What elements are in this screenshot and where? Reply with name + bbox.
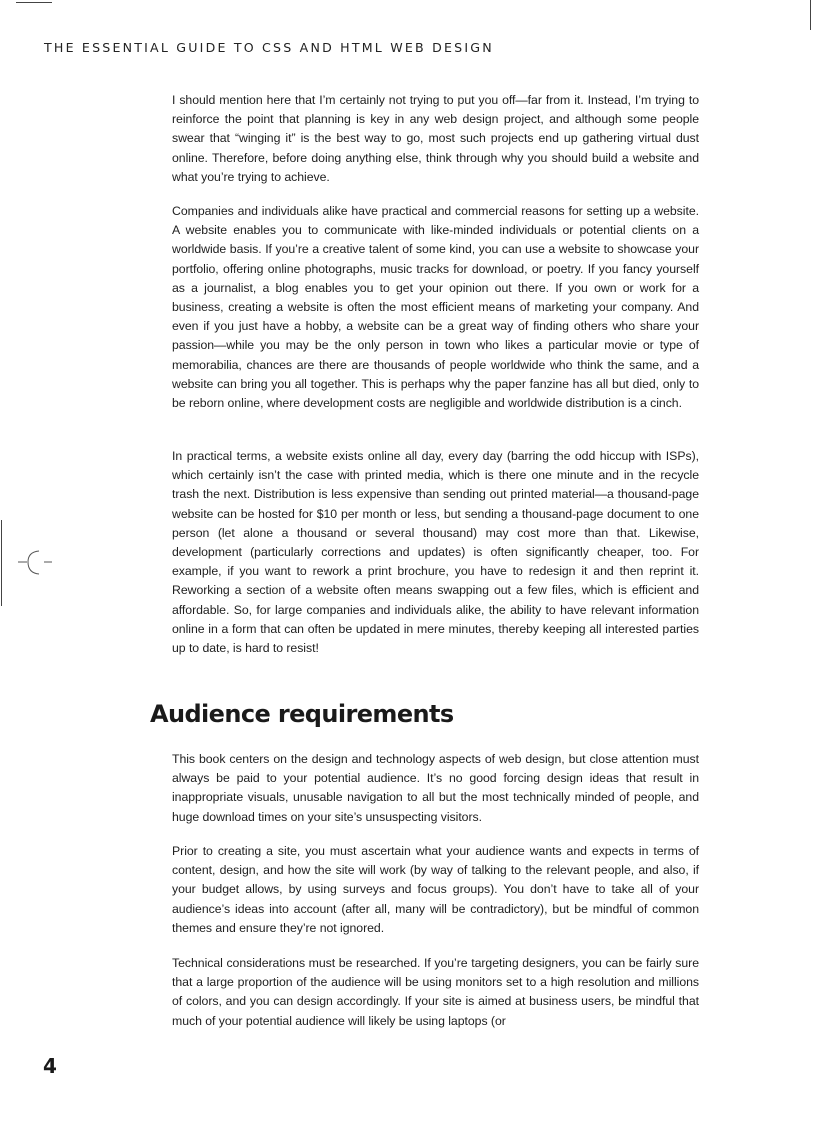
- right-crop-rule: [810, 0, 811, 30]
- paragraph-audience-research: Prior to creating a site, you must ascertain what your audience wants and expects in terms of content, design, and how the site will work (by way of talking to the relevant people, and also, if your budget allows, by using surveys and focus groups). You don’t have to take all of your audience’s ideas into account (after all, many will be contradictory), but be mindful of common themes and ensure they’re not ignored.: [172, 844, 699, 935]
- registration-mark-icon: [14, 548, 56, 578]
- paragraph-audience-intro: This book centers on the design and technology aspects of web design, but close attention must always be paid to your potential audience. It’s no good forcing design ideas that result in inappropriate visuals, unusable navigation to all but the most technically minded of people, and huge download times on your site’s unsuspecting visitors.: [172, 752, 699, 824]
- paragraph-practical: In practical terms, a website exists online all day, every day (barring the odd hiccup with ISPs), which certainly isn’t the case with printed media, which is there one minute and in the recycle trash the next. Distribution is less expensive than sending out printed material—a thousand-page website can be hosted for $10 per month or less, but sending a thousand-page document to one person (let alone a thousand or several thousand) may cost more than that. Likewise, development (particularly corrections and updates) is often significantly cheaper, too. For example, if you want to rework a print brochure, you have to redesign it and then reprint it. Reworking a section of a website often means swapping out a few files, which is efficient and affordable. So, for large companies and individuals alike, the ability to have relevant information online in a form that can often be updated in mere minutes, thereby keeping all interested parties up to date, is hard to resist!: [172, 449, 699, 656]
- left-crop-rule: [1, 520, 2, 606]
- top-crop-rule: [16, 2, 52, 3]
- page-number: 4: [43, 1054, 57, 1078]
- paragraph-technical: Technical considerations must be researched. If you’re targeting designers, you can be fairly sure that a large proportion of the audience will be using monitors set to a high resolution and millions of colors, and you can design accordingly. If your site is aimed at business users, be mindful that much of your potential audience will likely be using laptops (or: [172, 956, 699, 1028]
- paragraph-planning: I should mention here that I’m certainly not trying to put you off—far from it. Instead, I’m trying to reinforce the point that planning is key in any web design project, and although some people swear that “winging it” is the best way to go, most such projects end up gathering virtual dust online. Therefore, before doing anything else, think through why you should build a website and what you’re trying to achieve.: [172, 93, 699, 184]
- section-heading: Audience requirements: [150, 700, 454, 728]
- paragraph-reasons: Companies and individuals alike have practical and commercial reasons for setting up a website. A website enables you to communicate with like-minded individuals or potential clients on a worldwide basis. If you’re a creative talent of some kind, you can use a website to showcase your portfolio, offering online photographs, music tracks for download, or poetry. If you fancy yourself as a journalist, a blog enables you to get your opinion out there. If you own or work for a business, creating a website is often the most efficient means of marketing your company. And even if you just have a hobby, a website can be a great way of finding others who share your passion—while you may be the only person in town who likes a particular movie or type of memorabilia, chances are there are thousands of people worldwide who think the same, and a website can bring you all together. This is perhaps why the paper fanzine has all but died, only to be reborn online, where development costs are negligible and worldwide distribution is a cinch.: [172, 204, 699, 411]
- running-header: THE ESSENTIAL GUIDE TO CSS AND HTML WEB DESIGN: [44, 40, 494, 55]
